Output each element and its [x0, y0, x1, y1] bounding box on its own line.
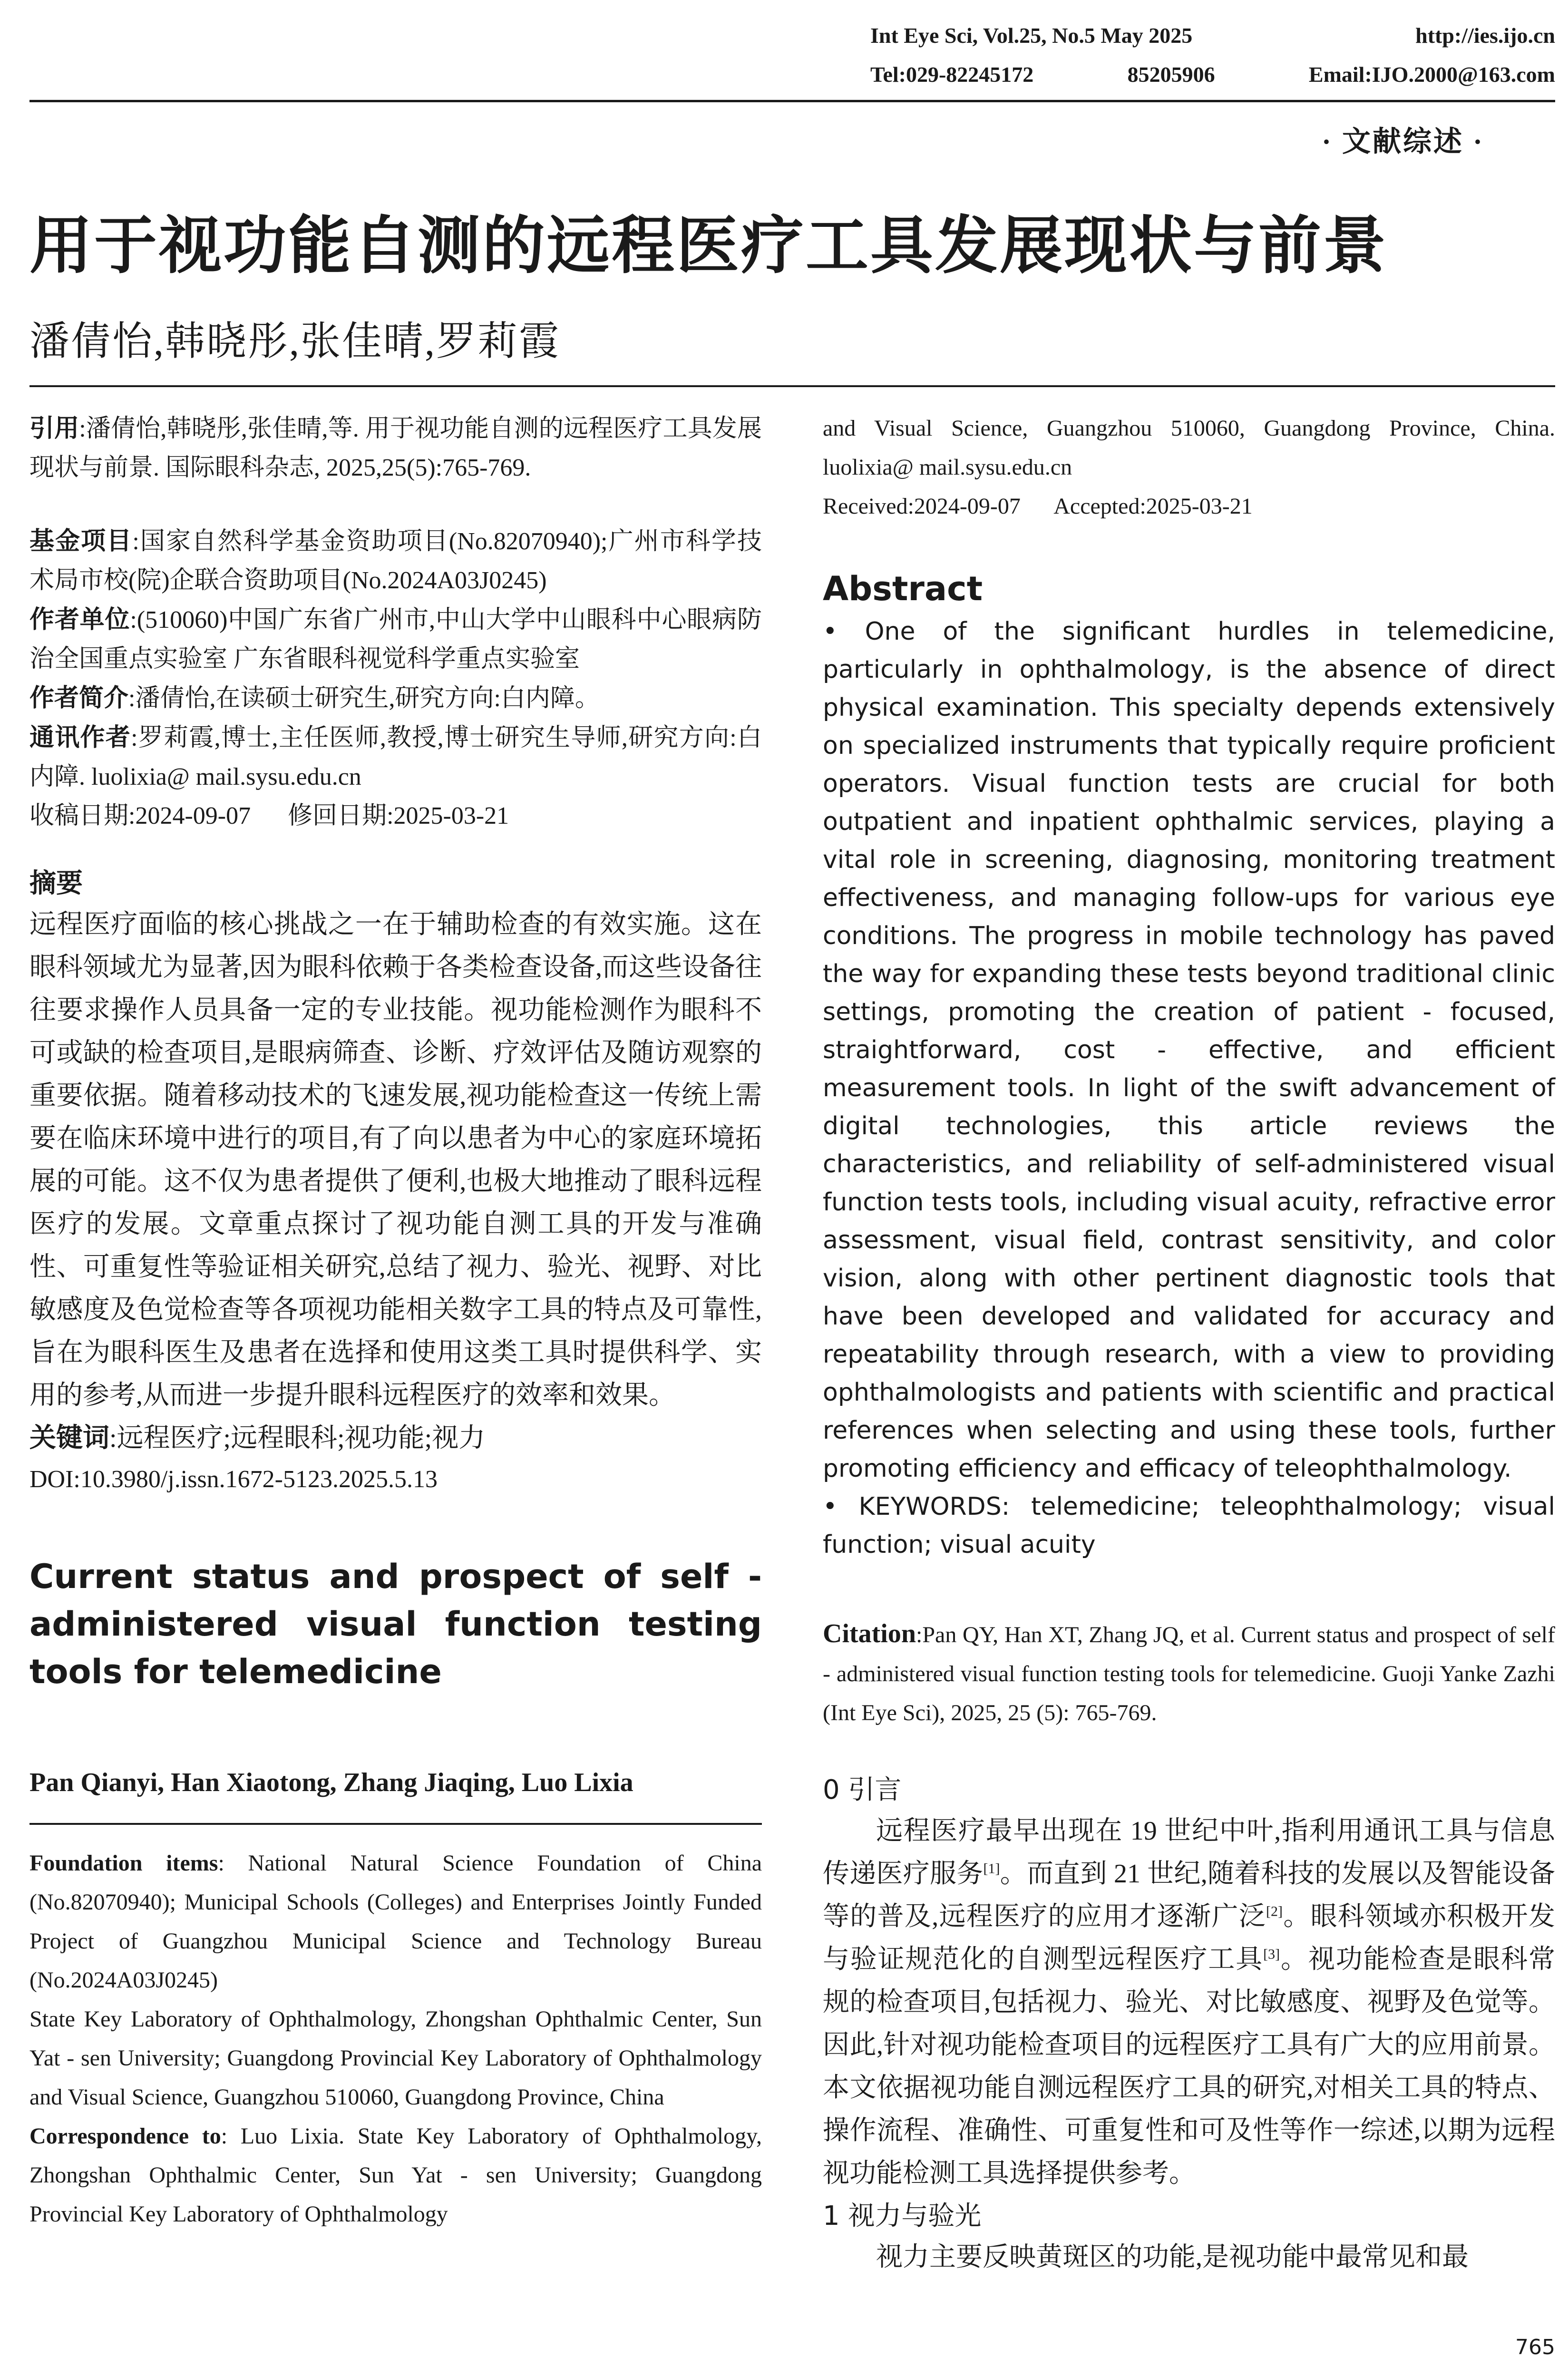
header-rule: [29, 100, 1555, 102]
received-accepted: Received:2024-09-07 Accepted:2025-03-21: [823, 494, 1253, 519]
email[interactable]: Email:IJO.2000@163.com: [1308, 62, 1555, 87]
correspondence-en-label: Correspondence to: [29, 2124, 221, 2149]
keywords-cn: [29, 1417, 762, 1460]
citation-en: [823, 1614, 1555, 1733]
ref-2[interactable]: [2]: [1266, 1903, 1283, 1919]
bio-cn: [29, 679, 762, 718]
title-rule: [29, 385, 1555, 387]
doi[interactable]: DOI:10.3980/j.issn.1672-5123.2025.5.13: [29, 1466, 438, 1493]
foundation-en-label: Foundation items: [29, 1851, 218, 1876]
abstract-body-en: [823, 613, 1555, 1564]
citation-en-text: :Pan QY, Han XT, Zhang JQ, et al. Current status and prospect of self - administered visual function testing tools for telemedicine. Guoji Yanke Zazhi (Int Eye Sci), 2025, 25 (5): 765-769.: [823, 1622, 1555, 1725]
correspondence-en: [29, 2117, 762, 2234]
correspondence-en-text: : Luo Lixia. State Key Laboratory of Ophthalmology, Zhongshan Ophthalmic Center, Sun Yat - sen University; Guangdong Provincial Key Laboratory of Ophthalmology: [29, 2124, 762, 2227]
section-tag: · 文献综述 ·: [1321, 126, 1485, 157]
left-column: [29, 409, 762, 2234]
foundation-en: [29, 1844, 762, 2000]
sec0-text-b: 。而直到 21 世纪,随着科技的发展以及智能设备等的普及,远程医疗的应用才逐渐广泛: [823, 1859, 1556, 1931]
authors-rule: [29, 1823, 762, 1825]
corr-cn: [29, 718, 762, 797]
keywords-cn-label: 关键词: [29, 1422, 109, 1453]
unit-cn: [29, 600, 762, 679]
corr-cn-text: :罗莉霞,博士,主任医师,教授,博士研究生导师,研究方向:白内障. luolixia@ mail.sysu.edu.cn: [29, 724, 762, 790]
fund-cn-label: 基金项目: [29, 527, 133, 555]
unit-cn-text: :(510060)中国广东省广州市,中山大学中山眼科中心眼病防治全国重点实验室 广东省眼科视觉科学重点实验室: [29, 606, 762, 672]
abstract-heading-cn: 摘要: [29, 868, 83, 899]
citation-cn-label: 引用: [29, 414, 79, 443]
foundation-en-text: : National Natural Science Foundation of China (No.82070940); Municipal Schools (Colleges) and Enterprises Jointly Funded Project of Guangzhou Municipal Science and Technology Bureau (No.2024A03J0245): [29, 1851, 762, 1993]
right-column: [823, 409, 1555, 2279]
affiliation-en: State Key Laboratory of Ophthalmology, Zhongshan Ophthalmic Center, Sun Yat - sen University; Guangdong Provincial Key Laboratory of Ophthalmology and Visual Science, Guangzhou 510060, Guangdong Province, China: [29, 2007, 762, 2110]
journal-url[interactable]: http://ies.ijo.cn: [1415, 23, 1555, 48]
citation-cn-text: :潘倩怡,韩晓彤,张佳晴,等. 用于视功能自测的远程医疗工具发展现状与前景. 国际眼科杂志, 2025,25(5):765-769.: [29, 415, 762, 481]
citation-cn: [29, 409, 762, 487]
journal-issue: Int Eye Sci, Vol.25, No.5 May 2025: [870, 23, 1193, 48]
abstract-text-en: • One of the significant hurdles in telemedicine, particularly in ophthalmology, is the absence of direct physical examination. This specialty depends extensively on specialized instruments that typically require proficient operators. Visual function tests are crucial for both outpatient and inpatient ophthalmic services, playing a vital role in screening, diagnosing, monitoring treatment effectiveness, and managing follow-ups for various eye conditions. The progress in mobile technology has paved the way for expanding these tests beyond traditional clinic settings, promoting the creation of patient - focused, straightforward, cost - effective, and efficient measurement tools. In light of the swift advancement of digital technologies, this article reviews the characteristics, and reliability of self-administered visual function tests tools, including visual acuity, refractive error assessment, visual field, contrast sensitivity, and color vision, along with other pertinent diagnostic tools that have been developed and validated for accuracy and repeatability through research, with a view to providing ophthalmologists and patients with scientific and practical references when selecting and using these tools, further promoting efficiency and efficacy of teleophthalmology.: [823, 617, 1555, 1483]
corr-cn-label: 通讯作者: [29, 723, 131, 752]
citation-en-label: Citation: [823, 1619, 916, 1648]
fund-cn-text: :国家自然科学基金资助项目(No.82070940);广州市科学技术局市校(院)企联合资助项目(No.2024A03J0245): [29, 528, 762, 594]
abstract-heading-en: Abstract: [823, 569, 983, 608]
correspondence-continued: and Visual Science, Guangzhou 510060, Guangdong Province, China. luolixia@ mail.sysu.edu.cn: [823, 416, 1555, 480]
unit-cn-label: 作者单位: [29, 605, 130, 634]
article-title-en: Current status and prospect of self - administered visual function testing tools for telemedicine: [29, 1557, 762, 1691]
section-1-heading: 1 视力与验光: [823, 2201, 982, 2231]
section-0-paragraph: [823, 1810, 1555, 2195]
article-title-cn: 用于视功能自测的远程医疗工具发展现状与前景: [29, 209, 1388, 283]
tel: Tel:029-82245172: [870, 62, 1034, 87]
fund-cn: [29, 522, 762, 600]
section-0-heading: 0 引言: [823, 1774, 902, 1805]
bio-cn-text: :潘倩怡,在读硕士研究生,研究方向:白内障。: [128, 685, 600, 712]
sec0-text-d: 。视功能检查是眼科常规的检查项目,包括视力、验光、对比敏感度、视野及色觉等。因此,针对视功能检查项目的远程医疗工具有广大的应用前景。本文依据视功能自测远程医疗工具的研究,对相关工具的特点、操作流程、准确性、可重复性和可及性等作一综述,以期为远程视功能检测工具选择提供参考。: [823, 1945, 1556, 2188]
contact-header: [870, 62, 1555, 87]
authors-en: Pan Qianyi, Han Xiaotong, Zhang Jiaqing, Luo Lixia: [29, 1768, 633, 1797]
ref-3[interactable]: [3]: [1263, 1946, 1280, 1962]
bio-cn-label: 作者简介: [29, 684, 129, 712]
page-number: 765: [1515, 2335, 1555, 2359]
sec0-text-a: 远程医疗最早出现在 19 世纪中叶,指利用通讯工具与信息传递医疗服务: [823, 1816, 1555, 1889]
authors-cn: 潘倩怡,韩晓彤,张佳晴,罗莉霞: [29, 320, 561, 364]
sec0-text-c: 。眼科领域亦积极开发与验证规范化的自测型远程医疗工具: [823, 1902, 1555, 1974]
abstract-body-cn: 远程医疗面临的核心挑战之一在于辅助检查的有效实施。这在眼科领域尤为显著,因为眼科依赖于各类检查设备,而这些设备往往要求操作人员具备一定的专业技能。视功能检测作为眼科不可或缺的检查项目,是眼病筛查、诊断、疗效评估及随访观察的重要依据。随着移动技术的飞速发展,视功能检查这一传统上需要在临床环境中进行的项目,有了向以患者为中心的家庭环境拓展的可能。这不仅为患者提供了便利,也极大地推动了眼科远程医疗的发展。文章重点探讨了视功能自测工具的开发与准确性、可重复性等验证相关研究,总结了视力、验光、视野、对比敏感度及色觉检查等各项视功能相关数字工具的特点及可靠性,旨在为眼科医生及患者在选择和使用这类工具时提供科学、实用的参考,从而进一步提升眼科远程医疗的效率和效果。: [29, 910, 762, 1410]
running-header: [870, 23, 1555, 48]
section-1-paragraph: 视力主要反映黄斑区的功能,是视功能中最常见和最: [876, 2242, 1469, 2272]
keywords-en: • KEYWORDS: telemedicine; teleophthalmology; visual function; visual acuity: [823, 1492, 1555, 1559]
tel2: 85205906: [1127, 62, 1215, 87]
keywords-cn-text: :远程医疗;远程眼科;视功能;视力: [109, 1423, 486, 1453]
ref-1[interactable]: [1]: [983, 1861, 1000, 1877]
dates-cn: 收稿日期:2024-09-07 修回日期:2025-03-21: [29, 802, 509, 829]
